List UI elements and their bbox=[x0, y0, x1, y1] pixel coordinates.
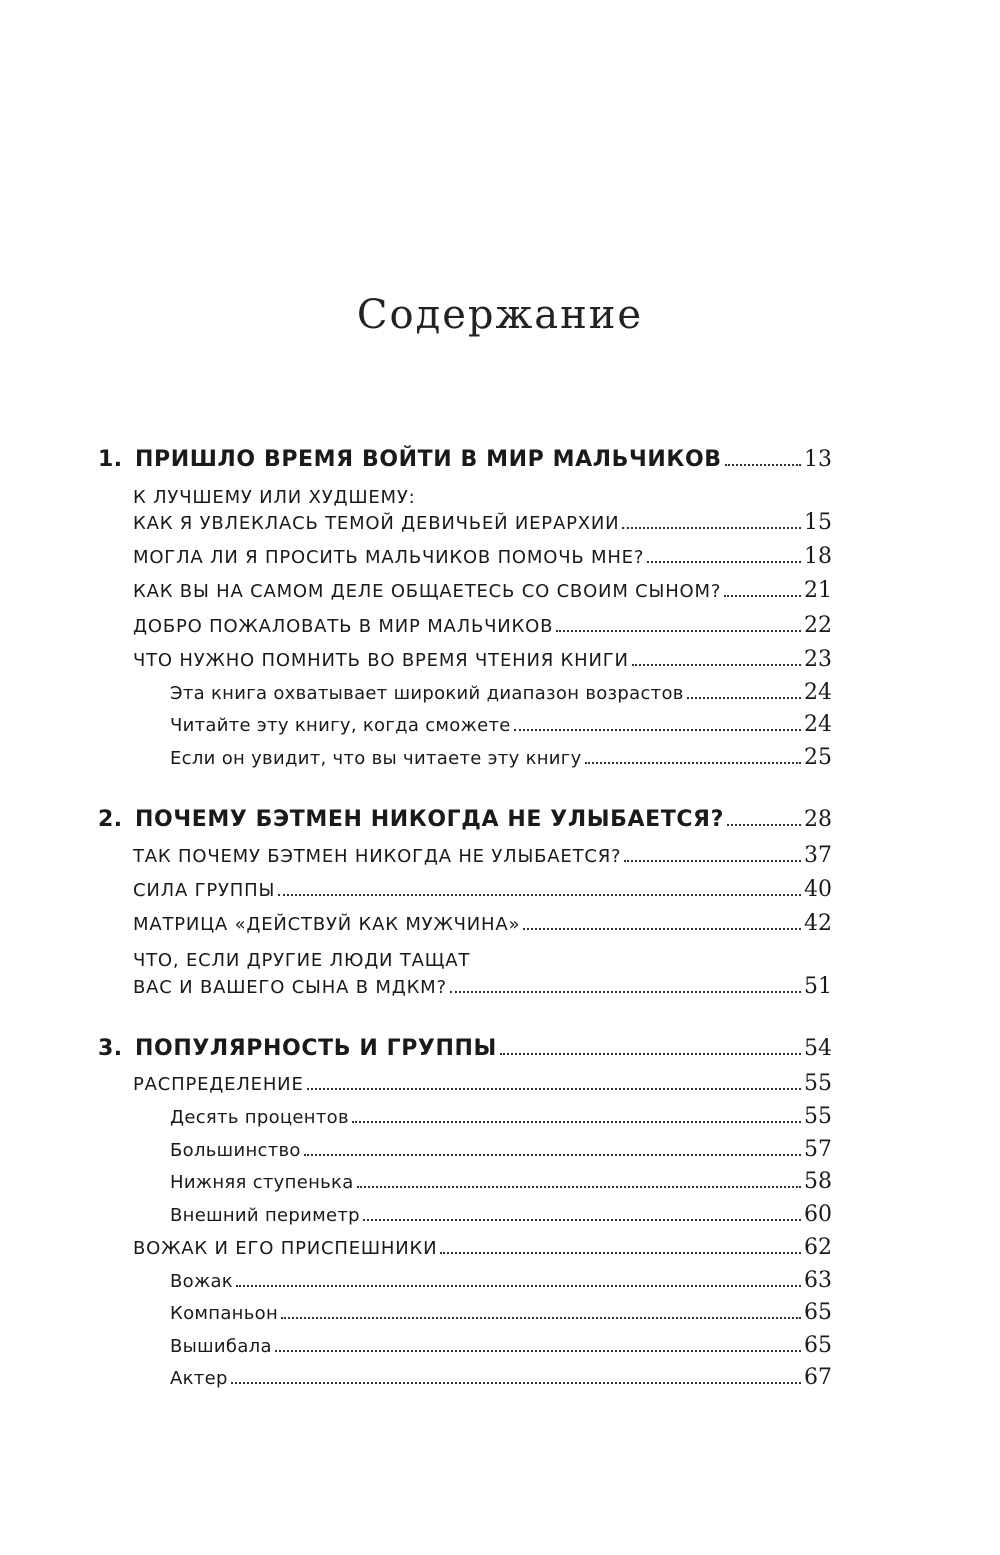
dot-leader bbox=[624, 860, 801, 862]
dot-leader bbox=[304, 1154, 801, 1156]
page-number: 65 bbox=[804, 1333, 832, 1358]
entry-title: ТАК ПОЧЕМУ БЭТМЕН НИКОГДА НЕ УЛЫБАЕТСЯ? bbox=[133, 846, 622, 867]
entry-title: ЧТО НУЖНО ПОМНИТЬ ВО ВРЕМЯ ЧТЕНИЯ КНИГИ bbox=[133, 650, 629, 671]
toc-chapter-3[interactable] bbox=[98, 1036, 832, 1061]
toc-subentry[interactable] bbox=[170, 680, 832, 705]
page-title: Содержание bbox=[356, 292, 644, 338]
toc-entry[interactable] bbox=[133, 911, 832, 936]
page-number: 58 bbox=[804, 1169, 832, 1194]
entry-title: КАК Я УВЛЕКЛАСЬ ТЕМОЙ ДЕВИЧЬЕЙ ИЕРАРХИИ bbox=[133, 513, 620, 534]
page-number: 60 bbox=[804, 1202, 832, 1227]
dot-leader bbox=[724, 595, 801, 597]
dot-leader bbox=[556, 630, 801, 632]
toc-entry-line: ЧТО, ЕСЛИ ДРУГИЕ ЛЮДИ ТАЩАТ bbox=[133, 950, 471, 971]
dot-leader bbox=[687, 697, 801, 699]
dot-leader bbox=[585, 762, 801, 764]
toc-entry[interactable] bbox=[133, 843, 832, 868]
toc-chapter-2[interactable] bbox=[98, 807, 832, 832]
dot-leader bbox=[275, 1350, 801, 1352]
dot-leader bbox=[281, 1317, 801, 1319]
subentry-title: Нижняя ступенька bbox=[170, 1172, 354, 1193]
page-number: 40 bbox=[804, 877, 832, 902]
subentry-title: Актер bbox=[170, 1368, 228, 1389]
toc-entry[interactable] bbox=[133, 974, 832, 999]
toc-subentry[interactable] bbox=[170, 1268, 832, 1293]
page-number: 18 bbox=[804, 544, 832, 569]
dot-leader bbox=[363, 1219, 801, 1221]
page-number: 54 bbox=[804, 1036, 832, 1061]
subentry-title: Эта книга охватывает широкий диапазон возрастов bbox=[170, 683, 684, 704]
subentry-title: Вышибала bbox=[170, 1336, 272, 1357]
chapter-number: 2. bbox=[98, 807, 123, 832]
toc-subentry[interactable] bbox=[170, 1169, 832, 1194]
toc-subentry[interactable] bbox=[170, 745, 832, 770]
entry-title: ВОЖАК И ЕГО ПРИСПЕШНИКИ bbox=[133, 1238, 438, 1259]
toc-chapter-1[interactable] bbox=[98, 447, 832, 472]
page-number: 67 bbox=[804, 1365, 832, 1390]
dot-leader bbox=[236, 1285, 801, 1287]
toc-entry[interactable] bbox=[133, 877, 832, 902]
dot-leader bbox=[278, 894, 801, 896]
page-number: 65 bbox=[804, 1300, 832, 1325]
subentry-title: Десять процентов bbox=[170, 1107, 349, 1128]
page-number: 51 bbox=[804, 974, 832, 999]
chapter-title: ПРИШЛО ВРЕМЯ ВОЙТИ В МИР МАЛЬЧИКОВ bbox=[135, 447, 722, 472]
toc-entry[interactable] bbox=[133, 613, 832, 638]
toc-subentry[interactable] bbox=[170, 712, 832, 737]
page-number: 42 bbox=[804, 911, 832, 936]
dot-leader bbox=[450, 991, 801, 993]
entry-title: МАТРИЦА «ДЕЙСТВУЙ КАК МУЖЧИНА» bbox=[133, 914, 521, 935]
toc-subentry[interactable] bbox=[170, 1137, 832, 1162]
page-number: 25 bbox=[804, 745, 832, 770]
entry-title: СИЛА ГРУППЫ bbox=[133, 880, 276, 901]
subentry-title: Вожак bbox=[170, 1271, 233, 1292]
toc-entry-line: К ЛУЧШЕМУ ИЛИ ХУДШЕМУ: bbox=[133, 487, 416, 508]
toc-subentry[interactable] bbox=[170, 1104, 832, 1129]
dot-leader bbox=[231, 1382, 801, 1384]
toc-subentry[interactable] bbox=[170, 1202, 832, 1227]
dot-leader bbox=[622, 527, 801, 529]
page-number: 13 bbox=[804, 447, 832, 472]
page-number: 57 bbox=[804, 1137, 832, 1162]
toc-entry[interactable] bbox=[133, 1071, 832, 1096]
page-number: 37 bbox=[804, 843, 832, 868]
dot-leader bbox=[440, 1252, 801, 1254]
chapter-number: 1. bbox=[98, 447, 123, 472]
subentry-title: Внешний периметр bbox=[170, 1205, 360, 1226]
subentry-title: Если он увидит, что вы читаете эту книгу bbox=[170, 748, 582, 769]
page-number: 23 bbox=[804, 647, 832, 672]
dot-leader bbox=[357, 1186, 801, 1188]
page-number: 55 bbox=[804, 1104, 832, 1129]
chapter-number: 3. bbox=[98, 1036, 123, 1061]
page-number: 15 bbox=[804, 510, 832, 535]
toc-entry[interactable] bbox=[133, 510, 832, 535]
subentry-title: Большинство bbox=[170, 1140, 301, 1161]
page-number: 55 bbox=[804, 1071, 832, 1096]
dot-leader bbox=[632, 664, 801, 666]
page-number: 24 bbox=[804, 680, 832, 705]
chapter-title: ПОЧЕМУ БЭТМЕН НИКОГДА НЕ УЛЫБАЕТСЯ? bbox=[135, 807, 724, 832]
page-number: 24 bbox=[804, 712, 832, 737]
dot-leader bbox=[647, 561, 801, 563]
toc-entry[interactable] bbox=[133, 544, 832, 569]
page-number: 63 bbox=[804, 1268, 832, 1293]
toc-subentry[interactable] bbox=[170, 1365, 832, 1390]
dot-leader bbox=[307, 1088, 801, 1090]
subentry-title: Читайте эту книгу, когда сможете bbox=[170, 715, 511, 736]
page-number: 21 bbox=[804, 578, 832, 603]
entry-title: ВАС И ВАШЕГО СЫНА В МДКМ? bbox=[133, 977, 447, 998]
entry-title: КАК ВЫ НА САМОМ ДЕЛЕ ОБЩАЕТЕСЬ СО СВОИМ СЫНОМ? bbox=[133, 581, 722, 602]
entry-title: МОГЛА ЛИ Я ПРОСИТЬ МАЛЬЧИКОВ ПОМОЧЬ МНЕ? bbox=[133, 547, 645, 568]
toc-entry[interactable] bbox=[133, 1235, 832, 1260]
dot-leader bbox=[725, 464, 801, 466]
page-number: 22 bbox=[804, 613, 832, 638]
toc-entry[interactable] bbox=[133, 647, 832, 672]
subentry-title: Компаньон bbox=[170, 1303, 279, 1324]
dot-leader bbox=[514, 729, 801, 731]
page-number: 28 bbox=[804, 807, 832, 832]
dot-leader bbox=[523, 928, 801, 930]
dot-leader bbox=[500, 1053, 801, 1055]
entry-title: РАСПРЕДЕЛЕНИЕ bbox=[133, 1074, 304, 1095]
toc-entry[interactable] bbox=[133, 578, 832, 603]
toc-subentry[interactable] bbox=[170, 1333, 832, 1358]
toc-subentry[interactable] bbox=[170, 1300, 832, 1325]
dot-leader bbox=[727, 824, 801, 826]
dot-leader bbox=[352, 1121, 801, 1123]
entry-title: ДОБРО ПОЖАЛОВАТЬ В МИР МАЛЬЧИКОВ bbox=[133, 616, 554, 637]
chapter-title: ПОПУЛЯРНОСТЬ И ГРУППЫ bbox=[135, 1036, 497, 1061]
page-number: 62 bbox=[804, 1235, 832, 1260]
